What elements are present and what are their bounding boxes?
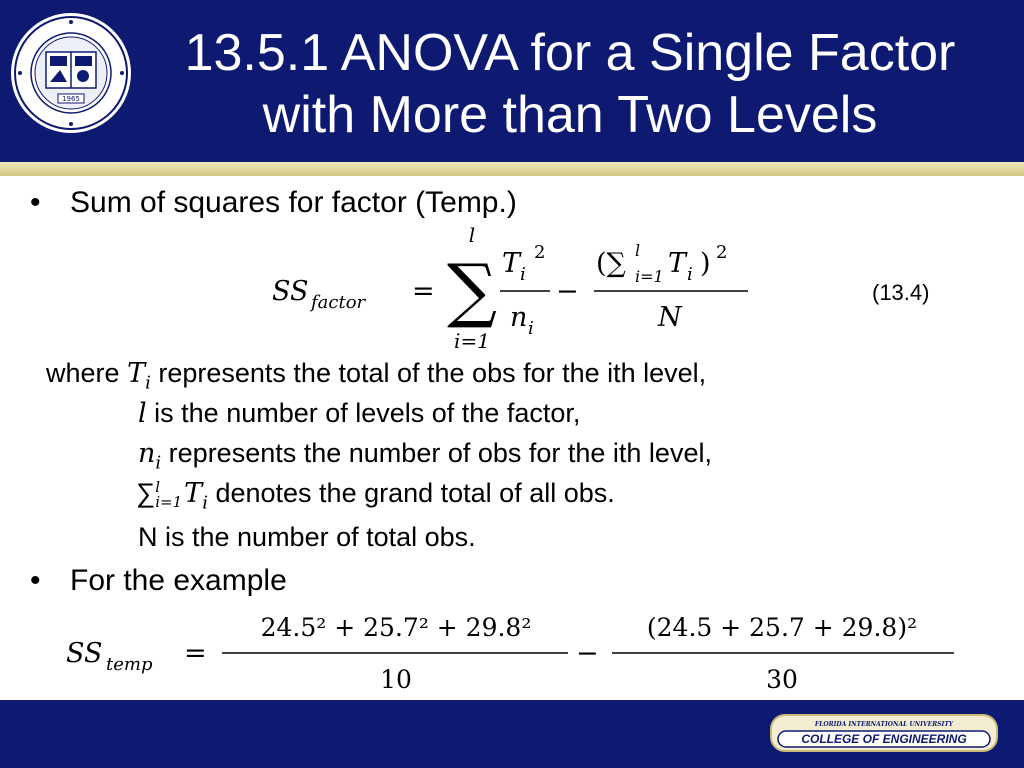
- university-seal-logo: [10, 12, 132, 134]
- slide-title: [125, 22, 1015, 146]
- sum-T-sub: i: [202, 492, 208, 514]
- l-text: is the number of levels of the factor,: [154, 398, 581, 428]
- eq2-lhs: SS: [66, 638, 103, 669]
- sum-sub: i=1: [155, 492, 183, 511]
- Ti-text: represents the total of the obs for the ith level,: [158, 358, 707, 388]
- sum-T: T: [184, 478, 203, 509]
- eq1-t2-num: (∑: [596, 248, 626, 279]
- title-line-2: with More than Two Levels: [262, 86, 878, 144]
- eq2-lhs-sub: temp: [106, 654, 153, 675]
- footer-university-text: FLORIDA INTERNATIONAL UNIVERSITY: [814, 721, 954, 728]
- bullet-dot: •: [30, 186, 41, 219]
- ss-temp-equation: [60, 600, 960, 700]
- eq1-t1-den-sub: i: [528, 318, 534, 339]
- college-of-engineering-logo: [770, 714, 998, 752]
- def-line-Ti: [46, 358, 706, 393]
- eq2-den2: 30: [766, 665, 798, 694]
- eq1-t2-num-sub: i=1: [635, 267, 664, 286]
- title-line-1: 13.5.1 ANOVA for a Single Factor: [184, 24, 956, 82]
- eq1-t2-den: N: [658, 302, 682, 333]
- eq2-equals: =: [184, 638, 207, 669]
- ni-sub: i: [155, 452, 162, 474]
- sum-symbol: ∑: [136, 478, 156, 508]
- where-word: where: [46, 358, 120, 388]
- eq1-t1-num: T: [502, 248, 521, 279]
- eq1-lhs: SS: [272, 276, 309, 307]
- ni-symbol: n: [138, 438, 156, 469]
- footer-college-text: COLLEGE OF ENGINEERING: [801, 732, 967, 746]
- sigma-symbol: ∑: [447, 249, 497, 331]
- gold-divider: [0, 162, 1024, 176]
- bullet-dot: •: [30, 564, 41, 597]
- Ti-symbol: T: [127, 358, 146, 389]
- Ti-sub: i: [145, 372, 151, 394]
- eq1-t1-den: n: [510, 302, 528, 333]
- eq1-lhs-sub: factor: [311, 292, 366, 313]
- eq1-t2-num-sup: l: [635, 241, 641, 260]
- eq1-minus: −: [556, 276, 579, 307]
- bullet-text: Sum of squares for factor (Temp.): [70, 186, 517, 219]
- bullet-text: For the example: [70, 564, 287, 597]
- sum-sup: l: [155, 477, 161, 496]
- eq1-t1-num-sup: 2: [534, 242, 546, 263]
- eq2-den1: 10: [380, 665, 412, 694]
- eq1-sum-bottom: i=1: [454, 329, 490, 353]
- eq1-t2-close: ): [700, 248, 711, 279]
- def-line-ni: [138, 438, 712, 473]
- eq1-t2-sup: 2: [716, 242, 728, 263]
- eq1-sum-top: l: [468, 223, 476, 247]
- eq2-num1: 24.5² + 25.7² + 29.8²: [260, 613, 532, 642]
- equation-number: (13.4): [872, 280, 930, 305]
- l-symbol: l: [138, 398, 147, 429]
- eq1-t2-T: T: [668, 248, 687, 279]
- def-line-N: N is the number of total obs.: [138, 522, 476, 552]
- eq1-t2-T-sub: i: [687, 264, 693, 285]
- def-line-sum: [136, 478, 615, 513]
- seal-year: 1965: [62, 95, 80, 103]
- ss-factor-equation: [260, 222, 780, 358]
- eq2-num2: (24.5 + 25.7 + 29.8)²: [646, 613, 918, 642]
- eq2-minus: −: [576, 638, 599, 669]
- def-line-l: [138, 398, 580, 429]
- eq1-equals: =: [412, 276, 435, 307]
- sum-text: denotes the grand total of all obs.: [215, 478, 615, 508]
- eq1-t1-num-sub: i: [520, 264, 526, 285]
- ni-text: represents the number of obs for the ith level,: [168, 438, 712, 468]
